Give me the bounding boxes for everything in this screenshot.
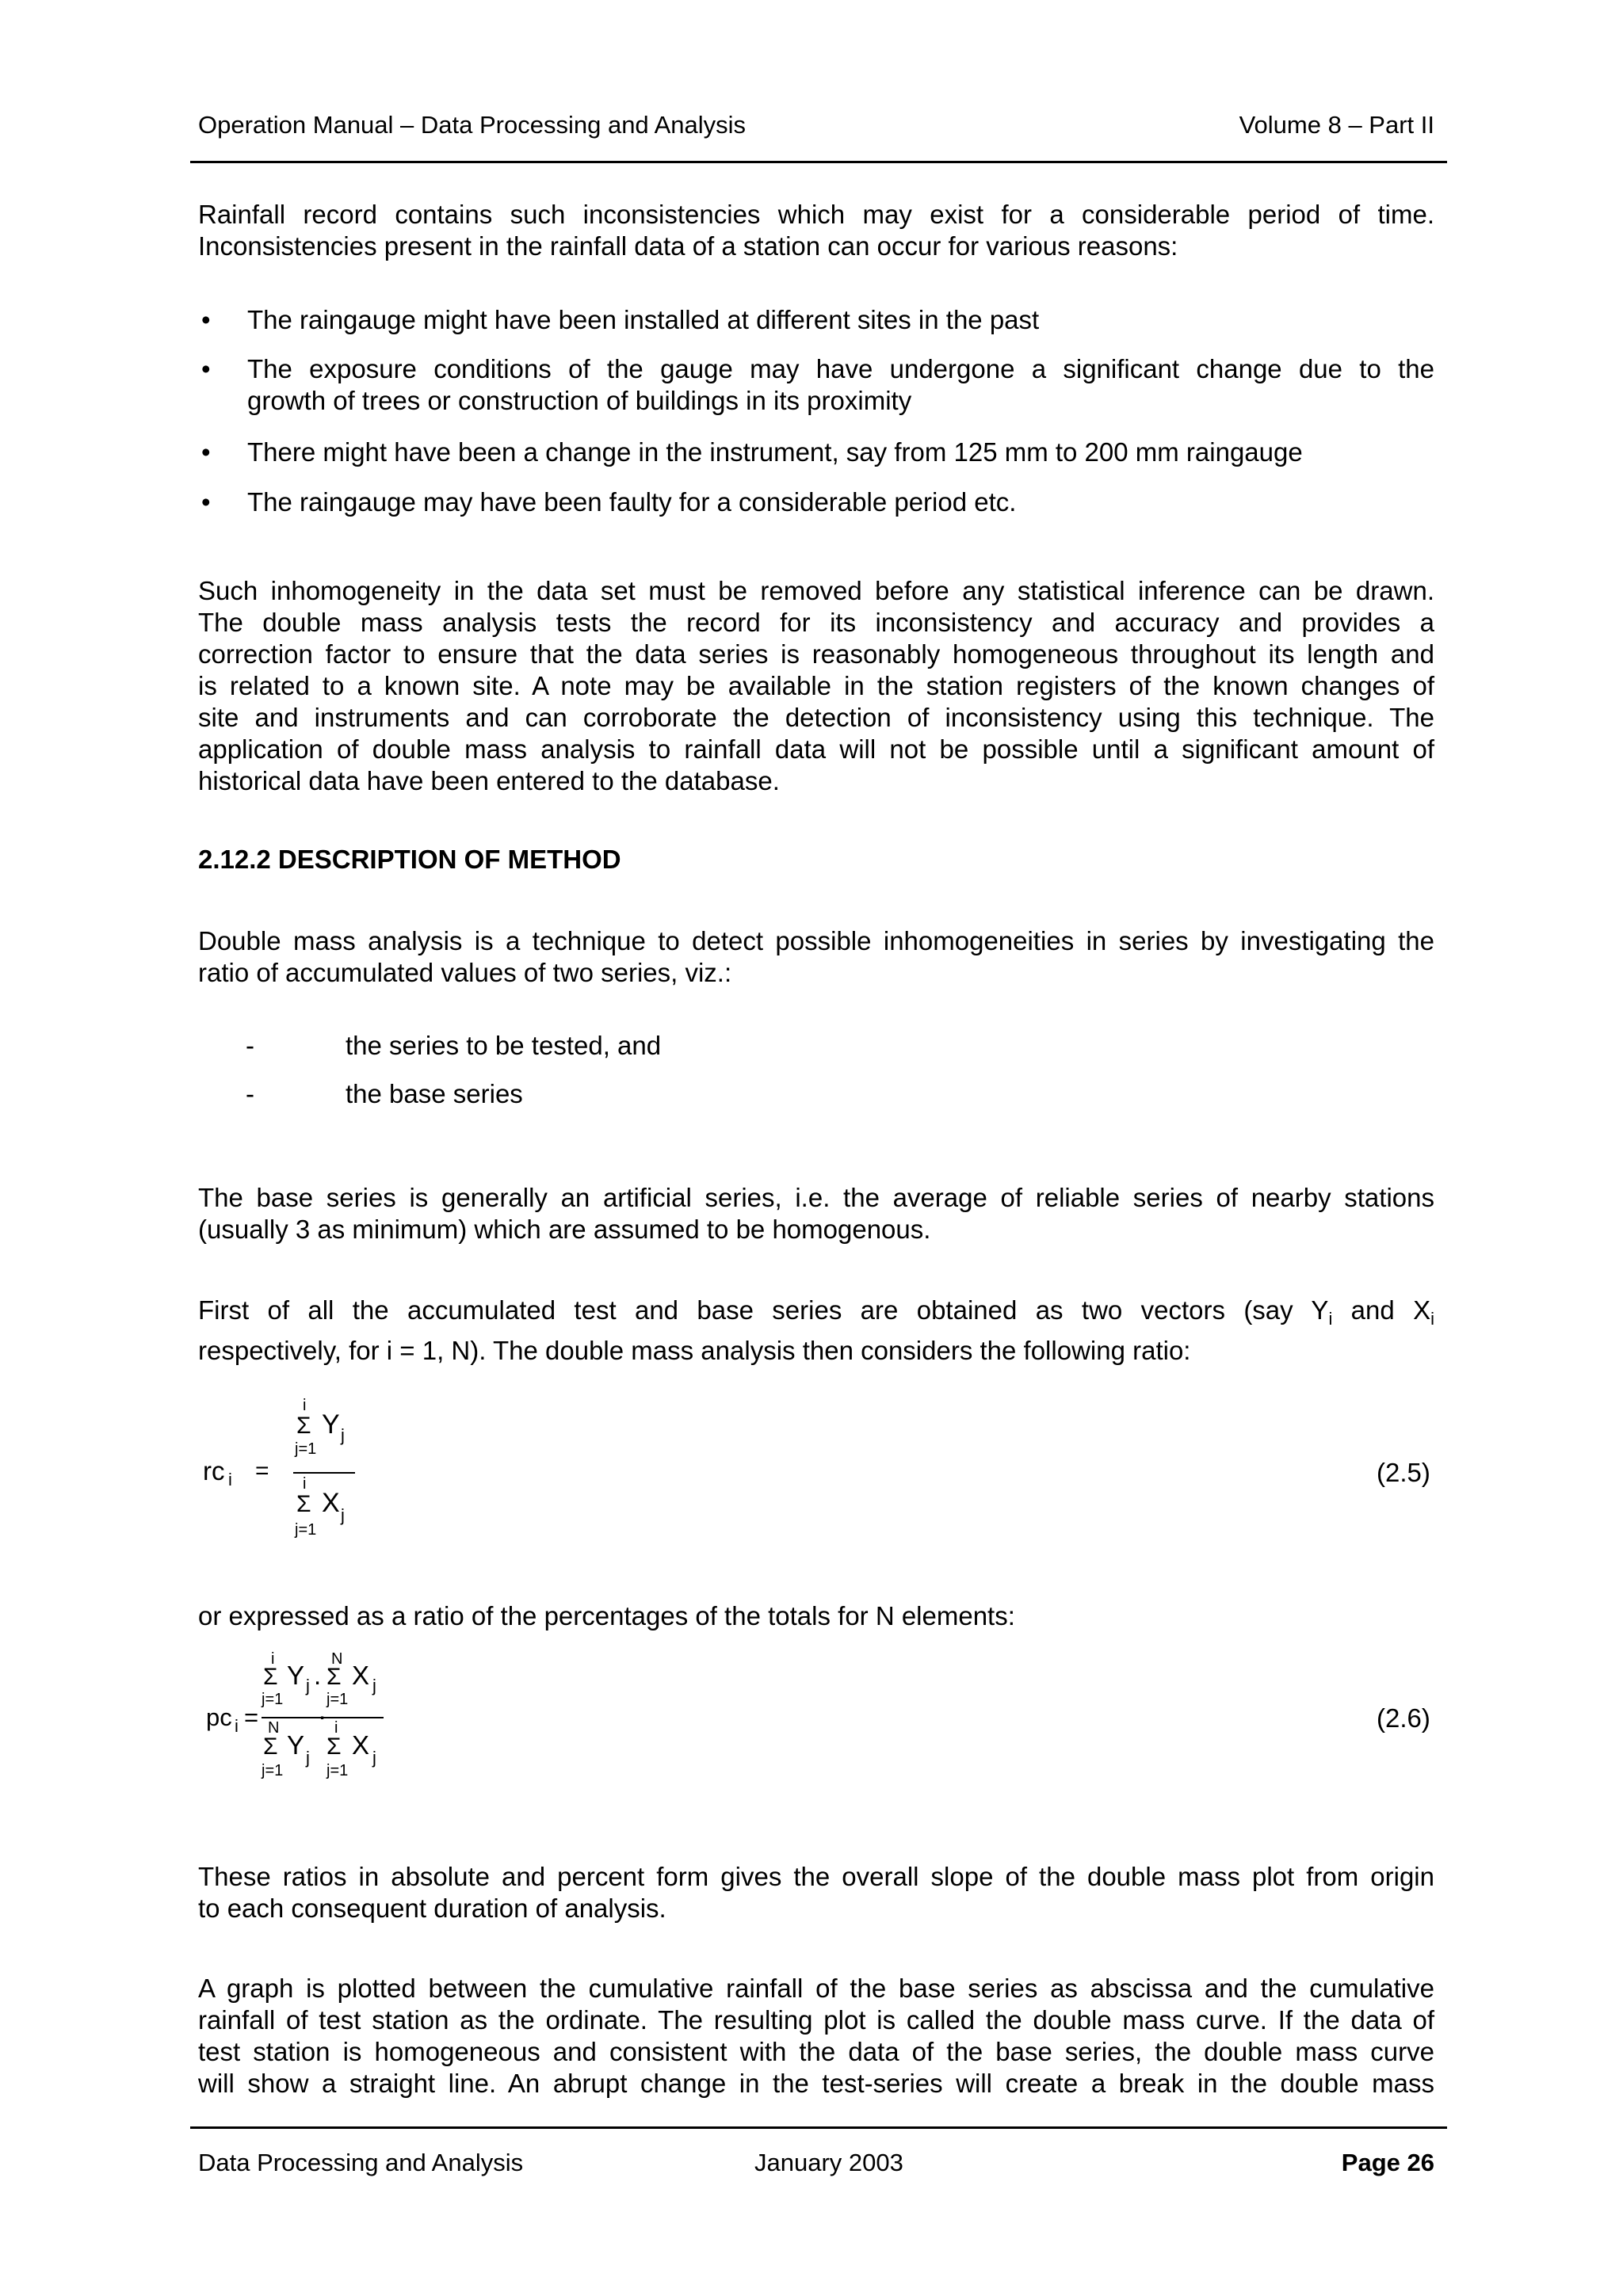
paragraph-method (198, 925, 1434, 989)
text-line: The base series is generally an artificial series, i.e. the average of reliable series of nearby stations (198, 1183, 1434, 1212)
paragraph-base-series (198, 1182, 1434, 1245)
text-line: respectively, for i = 1, N). The double mass analysis then considers the following ratio: (198, 1336, 1191, 1365)
section-heading: 2.12.2 DESCRIPTION OF METHOD (198, 845, 621, 874)
text-line: test station is homogeneous and consistent with the data of the base series, the double mass curve (198, 2037, 1434, 2066)
paragraph-inhomogeneity (198, 575, 1434, 797)
text-line: The exposure conditions of the gauge may have undergone a significant change due to the (247, 354, 1434, 383)
text-line: rainfall of test station as the ordinate. The resulting plot is called the double mass curve. If the data of (198, 2005, 1434, 2035)
equation-number: (2.6) (1377, 1703, 1430, 1733)
text-line: Double mass analysis is a technique to detect possible inhomogeneities in series by investigating the (198, 926, 1434, 955)
dash-item: the base series (346, 1079, 523, 1108)
paragraph-intro (198, 199, 1434, 262)
text-line: Inconsistencies present in the rainfall data of a station can occur for various reasons: (198, 231, 1178, 261)
text-line: application of double mass analysis to rainfall data will not be possible until a significant amount of (198, 734, 1434, 764)
paragraph-graph (198, 1973, 1434, 2100)
page-header (198, 111, 1434, 144)
text-line: correction factor to ensure that the data series is reasonably homogeneous throughout its length and (198, 639, 1434, 669)
document-page: Operation Manual – Data Processing and Analysis Volume 8 – Part II Rainfall record contains such inconsistencies which may exist for a considerable period of time. Inconsistencies present in the rainfall data of a station can occur for various reasons: • The raingauge might have been installed at different sites in the past • The exposure conditions of the gauge may have undergone a significant change due to the growth of trees or construction of buildings in its proximity • There might have been a change in the instrument, say from 125 mm to 200 mm raingauge • The raingauge may have been faulty for a considerable period etc. Such inhomogeneity in the data set must be removed before any statistical inference can be drawn. The double mass analysis tests the record for its inconsistency and accuracy and provides a correction factor to ensure that the data series is reasonably homogeneous throughout its length and is related to a known site. A note may be available in the station registers of the known changes of site and instruments and can corroborate the detection of inconsistency using this technique. The application of double mass analysis to rainfall data will not be possible until a significant amount of historical data have been entered to the database. 2.12.2 DESCRIPTION OF METHOD Double mass analysis is a technique to detect possible inhomogeneities in series by investigating the ratio of accumulated values of two series, viz.: - the series to be tested, and - the base series The base series is generally an artificial series, i.e. the average of reliable series of nearby stations (usually 3 as minimum) which are assumed to be homogenous. First of all the accumulated test and base series are obtained as two vectors (say $Y_i$ and $X_i$ respectively, for i = 1, N). The double mass analysis then considers the following ratio: rc i = i Σ Y j j=1 i Σ X j j=1 (2.5) or expressed as a ratio of the percentages of the totals for N elements: pc i = i Σ Y j . j=1 N Σ X j j=1 . N Σ Y j j=1 i Σ X j j=1 (2.6) These ratios in absolute and percent form gives the overall slope of the double mass plot from origin to each consequent duration of analysis. A graph is plotted between the cumulative rainfall of the base series as abscissa and the cumulative rainfall of test station as the ordinate. The resulting plot is called the double mass curve. If the data of test station is homogeneous and consistent with the data of the base series, the double mass curve will show a straight line. An abrupt change in the test-series will create a break in the double mass Data Processing and Analysis January 2003 Page 26 (0, 0, 1623, 2296)
text-line: growth of trees or construction of buildings in its proximity (247, 386, 912, 415)
paragraph-percentages (198, 1600, 1434, 1632)
paragraph-vectors (198, 1295, 1434, 1367)
bullet-marker: • (201, 437, 211, 467)
footer-rule (190, 2126, 1447, 2129)
text-line: site and instruments and can corroborate the detection of inconsistency using this technique. The (198, 703, 1434, 732)
text-line: to each consequent duration of analysis. (198, 1894, 666, 1923)
text-line: historical data have been entered to the database. (198, 766, 780, 795)
text-line: (usually 3 as minimum) which are assumed to be homogenous. (198, 1215, 931, 1244)
text-line: The double mass analysis tests the record for its inconsistency and accuracy and provides a (198, 608, 1434, 637)
text-line: The raingauge may have been faulty for a considerable period etc. (247, 487, 1017, 517)
text-line: is related to a known site. A note may be available in the station registers of the known changes of (198, 671, 1434, 700)
text-line: Rainfall record contains such inconsistencies which may exist for a considerable period of time. (198, 200, 1434, 229)
text-line: The raingauge might have been installed at different sites in the past (247, 305, 1040, 334)
footer-date: January 2003 (754, 2149, 903, 2176)
text-line: First of all the accumulated test and base series are obtained as two vectors (say $Y_i$ and $X_i$ (198, 1295, 1434, 1329)
text-line: A graph is plotted between the cumulative rainfall of the base series as abscissa and the cumulative (198, 1974, 1434, 2003)
dash-marker: - (246, 1079, 254, 1108)
equation-number: (2.5) (1377, 1458, 1430, 1487)
dash-marker: - (246, 1031, 254, 1060)
fraction-bar (293, 1472, 355, 1474)
text-line: Such inhomogeneity in the data set must be removed before any statistical inference can be drawn. (198, 576, 1434, 605)
bullet-marker: • (201, 305, 211, 334)
text-line: or expressed as a ratio of the percentages of the totals for N elements: (198, 1601, 1015, 1630)
header-volume: Volume 8 – Part II (1239, 111, 1434, 139)
bullet-marker: • (201, 354, 211, 383)
footer-title: Data Processing and Analysis (198, 2149, 524, 2176)
text-line: These ratios in absolute and percent form gives the overall slope of the double mass plot from origin (198, 1862, 1434, 1891)
dash-item: the series to be tested, and (346, 1031, 662, 1060)
bullet-marker: • (201, 487, 211, 517)
paragraph-ratios (198, 1861, 1434, 1924)
text-line: will show a straight line. An abrupt change in the test-series will create a break in the double mass (198, 2069, 1434, 2098)
header-rule (190, 161, 1447, 163)
header-title: Operation Manual – Data Processing and Analysis (198, 111, 747, 139)
text-line: ratio of accumulated values of two series, viz.: (198, 958, 732, 987)
page-number: Page 26 (1341, 2149, 1434, 2176)
text-line: There might have been a change in the instrument, say from 125 mm to 200 mm raingauge (247, 437, 1303, 467)
